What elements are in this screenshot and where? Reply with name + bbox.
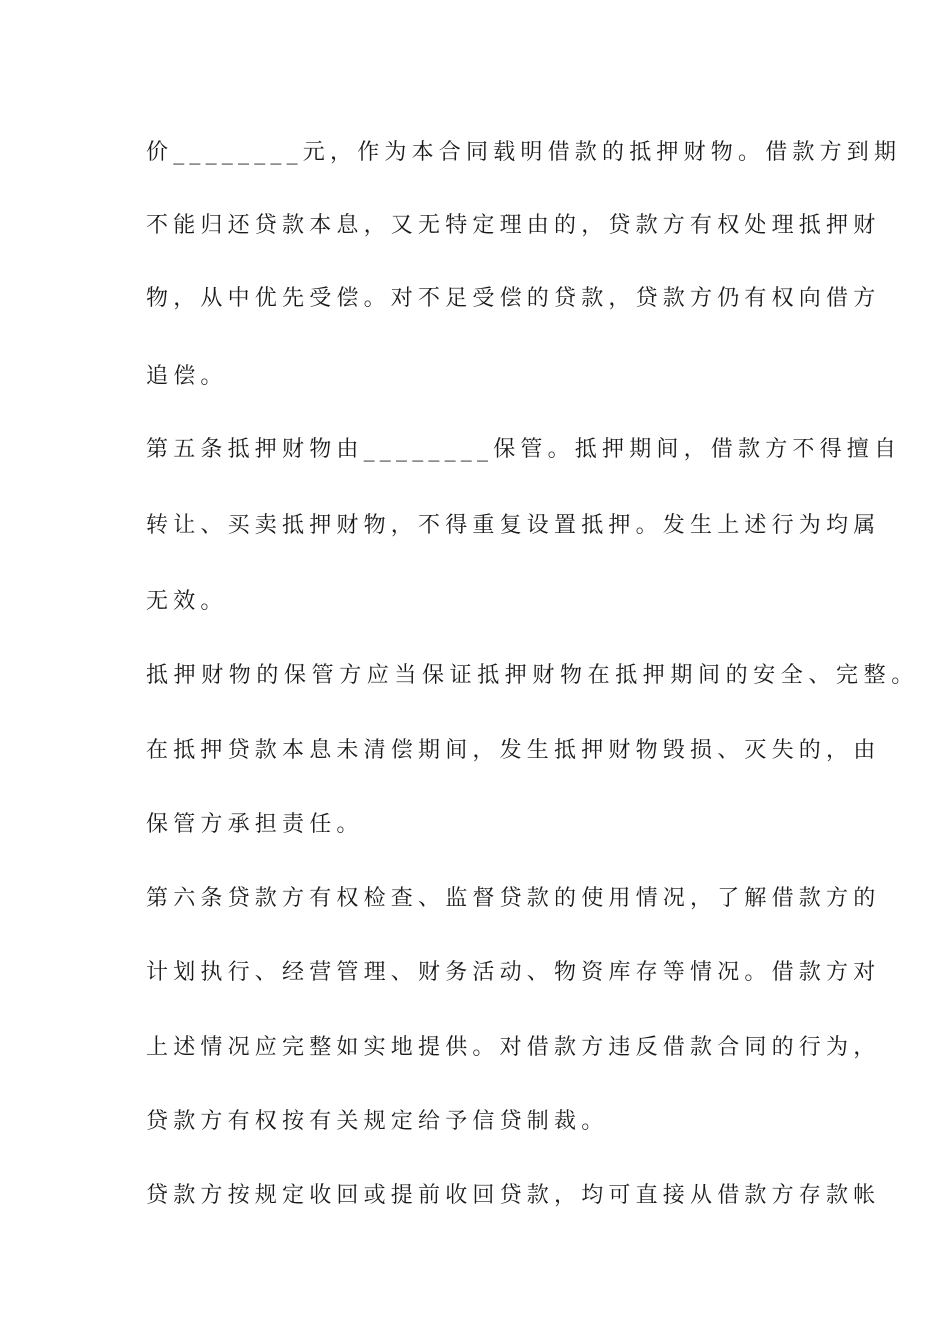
text-line: 物，从中优先受偿。对不足受偿的贷款，贷款方仍有权向借方 [146,286,881,311]
text-line: 在抵押贷款本息未清偿期间，发生抵押财物毁损、灭失的，由 [146,738,881,763]
text-line: 保管方承担责任。 [146,812,364,837]
text-line: 价________元，作为本合同载明借款的抵押财物。借款方到期 [146,140,902,165]
text-line: 抵押财物的保管方应当保证抵押财物在抵押期间的安全、完整。 [146,663,919,688]
text-line: 贷款方按规定收回或提前收回贷款，均可直接从借款方存款帐 [146,1183,881,1208]
text-line: 计划执行、经营管理、财务活动、物资库存等情况。借款方对 [146,960,881,985]
text-line: 上述情况应完整如实地提供。对借款方违反借款合同的行为， [146,1035,881,1060]
text-line: 转让、买卖抵押财物，不得重复设置抵押。发生上述行为均属 [146,513,881,538]
text-line: 不能归还贷款本息，又无特定理由的，贷款方有权处理抵押财 [146,213,881,238]
text-line: 无效。 [146,589,228,614]
text-line: 贷款方有权按有关规定给予信贷制裁。 [146,1109,609,1134]
text-line: 第五条抵押财物由________保管。抵押期间，借款方不得擅自 [146,437,902,462]
text-line: 第六条贷款方有权检查、监督贷款的使用情况，了解借款方的 [146,886,881,911]
text-line: 追偿。 [146,364,228,389]
